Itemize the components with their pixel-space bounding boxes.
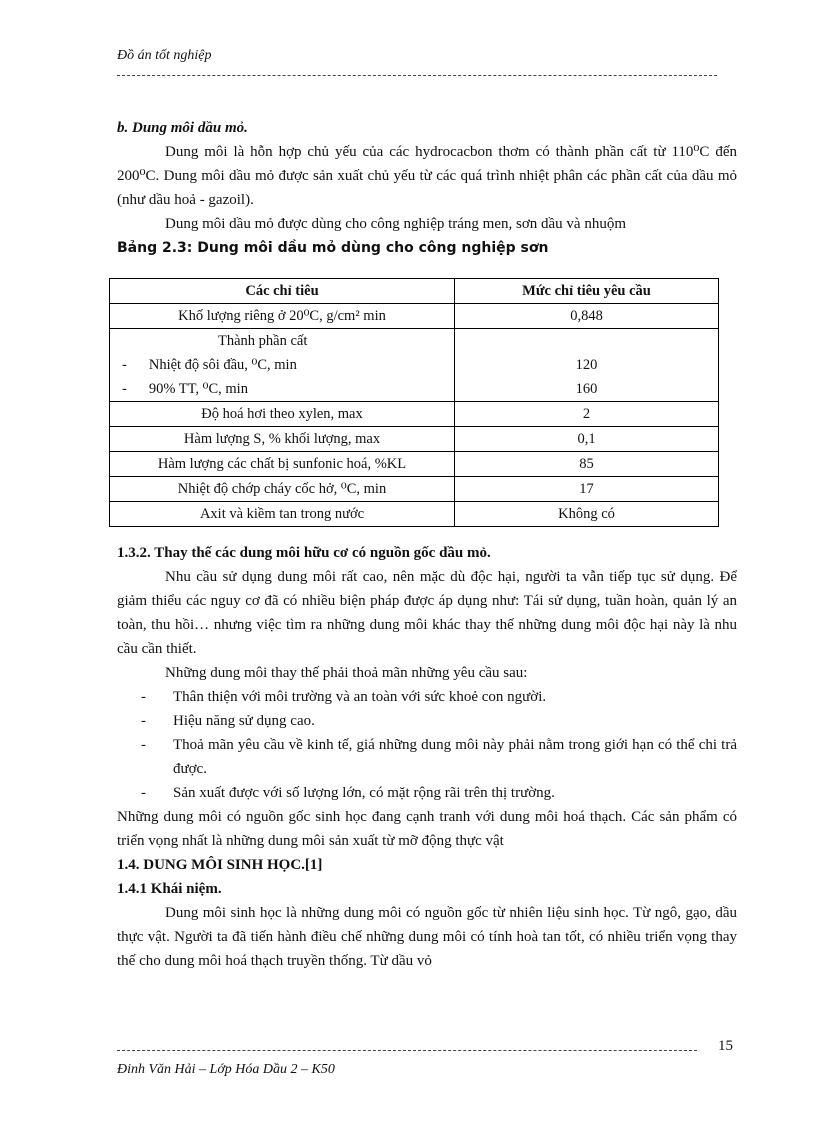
table-row xyxy=(110,452,719,477)
table-header-row xyxy=(110,279,719,304)
section-141-paragraph-1: Dung môi sinh học là những dung môi có nguồn gốc từ nhiên liệu sinh học. Từ ngô, gạo, dầu thực vật. Người ta đã tiến hành điều chế những dung môi có tính hoà tan tốt, có nhiều triển vọng thay thế cho dung môi hoá thạch truyền thống. Từ dầu vỏ xyxy=(117,905,737,969)
bullet-dash: - xyxy=(141,737,146,753)
list-item-text: Thân thiện với môi trường và an toàn với sức khoẻ con người. xyxy=(173,689,547,705)
section-b-paragraph-2: Dung môi dầu mỏ được dùng cho công nghiệp tráng men, sơn dầu và nhuộm xyxy=(165,216,627,232)
table-caption: Bảng 2.3: Dung môi dầu mỏ dùng cho công nghiệp sơn xyxy=(117,240,549,256)
header-divider xyxy=(117,75,717,76)
table-cell-group xyxy=(110,329,455,402)
section-132-heading: 1.3.2. Thay thế các dung môi hữu cơ có nguồn gốc dầu mỏ. xyxy=(117,545,491,561)
table-row xyxy=(110,427,719,452)
table-cell-value: 2 xyxy=(455,402,719,427)
section-132-paragraph-3: Những dung môi có nguồn gốc sinh học đang cạnh tranh với dung môi hoá thạch. Các sản phẩm có triển vọng nhất là những dung môi sản xuất từ mỡ động thực vật xyxy=(117,809,737,849)
table-cell-value: 0,848 xyxy=(455,304,719,329)
table-row xyxy=(110,477,719,502)
table-cell-value: 85 xyxy=(455,452,719,477)
solvent-spec-table xyxy=(109,278,719,527)
group-value-2: 160 xyxy=(575,381,598,397)
dash-mark: - xyxy=(122,357,127,373)
table-row xyxy=(110,304,719,329)
list-item-text: Thoả mãn yêu cầu về kinh tế, giá những dung môi này phải nằm trong giới hạn có thể chi trả được. xyxy=(173,737,737,777)
section-132-paragraph-2: Những dung môi thay thế phải thoả mãn những yêu cầu sau: xyxy=(165,665,528,681)
running-header: Đồ án tốt nghiệp xyxy=(117,48,212,63)
bullet-dash: - xyxy=(141,689,146,705)
table-cell-label: Axit và kiềm tan trong nước xyxy=(110,502,455,527)
section-14-heading: 1.4. DUNG MÔI SINH HỌC.[1] xyxy=(117,857,323,873)
footer-divider xyxy=(117,1050,697,1051)
table-cell-label: Hàm lượng các chất bị sunfonic hoá, %KL xyxy=(110,452,455,477)
section-b-paragraph-1: Dung môi là hỗn hợp chủ yếu của các hydrocacbon thơm có thành phần cất từ 110⁰C đến 200⁰C. Dung môi dầu mỏ được sản xuất chủ yếu từ các quá trình nhiệt phân các phần cất của dầu mỏ (như dầu hoả - gazoil). xyxy=(117,144,737,208)
table-cell-label: Nhiệt độ chớp cháy cốc hở, ⁰C, min xyxy=(110,477,455,502)
group-item-1 xyxy=(122,353,450,377)
group-item-1-text: Nhiệt độ sôi đầu, ⁰C, min xyxy=(148,357,297,373)
bullet-dash: - xyxy=(141,785,146,801)
group-value-1: 120 xyxy=(575,357,598,373)
table-cell-label: Hàm lượng S, % khối lượng, max xyxy=(110,427,455,452)
table-row xyxy=(110,502,719,527)
list-item-text: Sản xuất được với số lượng lớn, có mặt rộng rãi trên thị trường. xyxy=(173,785,555,801)
table-cell-group-values xyxy=(455,329,719,402)
list-item xyxy=(141,685,737,709)
list-item xyxy=(141,733,737,781)
page-body xyxy=(117,116,737,973)
group-item-2-text: 90% TT, ⁰C, min xyxy=(148,381,248,397)
group-title: Thành phần cất xyxy=(218,333,308,349)
table-header-criteria: Các chỉ tiêu xyxy=(110,279,455,304)
table-cell-label: Khố lượng riêng ở 20⁰C, g/cm² min xyxy=(110,304,455,329)
table-cell-value: 0,1 xyxy=(455,427,719,452)
section-b-heading: b. Dung môi dầu mỏ. xyxy=(117,120,248,136)
section-141-heading: 1.4.1 Khái niệm. xyxy=(117,881,222,897)
page-number: 15 xyxy=(718,1038,733,1054)
table-row xyxy=(110,402,719,427)
table-cell-value: 17 xyxy=(455,477,719,502)
table-cell-label: Độ hoá hơi theo xylen, max xyxy=(110,402,455,427)
bullet-dash: - xyxy=(141,713,146,729)
group-item-2 xyxy=(122,377,450,401)
dash-mark: - xyxy=(122,381,127,397)
list-item-text: Hiệu năng sử dụng cao. xyxy=(173,713,315,729)
running-footer: Đinh Văn Hải – Lớp Hóa Dầu 2 – K50 xyxy=(117,1062,335,1077)
section-132-paragraph-1: Nhu cầu sử dụng dung môi rất cao, nên mặc dù độc hại, người ta vẫn tiếp tục sử dụng. Để giảm thiểu các nguy cơ đã có nhiều biện pháp được áp dụng như: Tái sử dụng, tuần hoàn, quản lý an toàn, thu hồi… nhưng việc tìm ra những dung môi khác thay thế những dung môi độc hại này là nhu cầu cần thiết. xyxy=(117,569,737,657)
table-row-group xyxy=(110,329,719,402)
table-cell-value: Không có xyxy=(455,502,719,527)
list-item xyxy=(141,781,737,805)
list-item xyxy=(141,709,737,733)
table-header-requirement: Mức chỉ tiêu yêu cầu xyxy=(455,279,719,304)
